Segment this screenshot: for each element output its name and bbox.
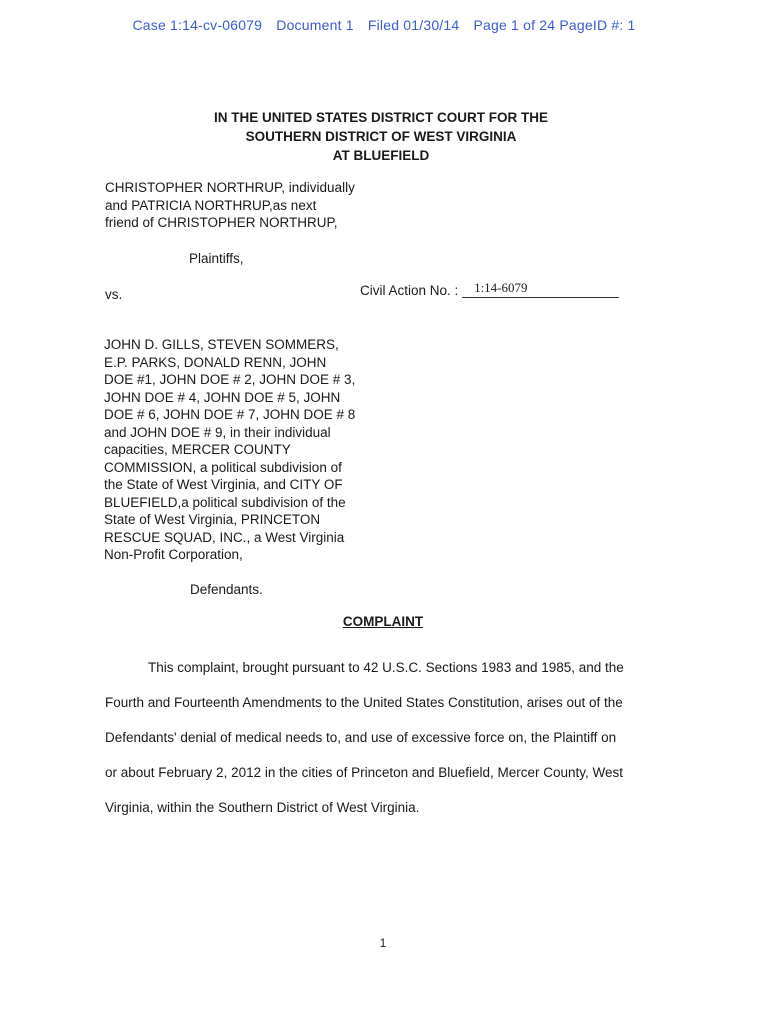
page-number: 1 (379, 936, 387, 950)
defendants-names (104, 336, 374, 564)
defendant-line: JOHN DOE # 4, JOHN DOE # 5, JOHN (104, 389, 341, 405)
filed-date: Filed 01/30/14 (367, 17, 460, 33)
plaintiff-line: friend of CHRISTOPHER NORTHRUP, (105, 215, 338, 230)
case-number: Case 1:14-cv-06079 (132, 17, 263, 33)
body-line: Defendants' denial of medical needs to, and use of excessive force on, the Plaintiff on (105, 730, 617, 745)
defendant-line: RESCUE SQUAD, INC., a West Virginia (104, 529, 345, 545)
plaintiffs-label: Plaintiffs, (189, 251, 244, 266)
plaintiff-line: CHRISTOPHER NORTHRUP, individually (105, 180, 355, 195)
body-line: Virginia, within the Southern District of West Virginia. (105, 800, 420, 815)
defendant-line: JOHN D. GILLS, STEVEN SOMMERS, (104, 337, 339, 352)
complaint-title: COMPLAINT (342, 614, 424, 629)
civil-action-label: Civil Action No. : (360, 283, 459, 298)
civil-action-value: 1:14-6079 (462, 279, 619, 298)
body-line-text: This complaint, brought pursuant to 42 U.S.C. Sections 1983 and 1985, and the (148, 660, 624, 675)
court-line-1: IN THE UNITED STATES DISTRICT COURT FOR THE (214, 110, 548, 125)
court-line-3: AT BLUEFIELD (332, 148, 430, 163)
defendant-line: and JOHN DOE # 9, in their individual (104, 424, 331, 440)
defendant-line: DOE # 6, JOHN DOE # 7, JOHN DOE # 8 (104, 407, 356, 422)
defendant-line: the State of West Virginia, and CITY OF (104, 477, 343, 492)
defendant-line: E.P. PARKS, DONALD RENN, JOHN (104, 354, 327, 370)
page-info: Page 1 of 24 PageID #: 1 (473, 17, 636, 33)
civil-action-number (360, 282, 619, 301)
body-line: or about February 2, 2012 in the cities of Princeton and Bluefield, Mercer County, West (105, 765, 624, 780)
plaintiffs-names (105, 179, 395, 232)
body-line: Fourth and Fourteenth Amendments to the United States Constitution, arises out of the (105, 695, 623, 710)
complaint-body-paragraph (105, 650, 657, 825)
defendants-label: Defendants. (190, 582, 263, 597)
defendant-line: DOE #1, JOHN DOE # 2, JOHN DOE # 3, (104, 372, 356, 387)
defendant-line: capacities, MERCER COUNTY (104, 442, 291, 457)
defendant-line: COMMISSION, a political subdivision of (104, 459, 342, 475)
defendant-line: Non-Profit Corporation, (104, 547, 243, 562)
defendant-line: State of West Virginia, PRINCETON (104, 512, 321, 527)
defendant-line: BLUEFIELD,a political subdivision of the (104, 494, 346, 510)
body-line (105, 650, 657, 685)
plaintiff-line: and PATRICIA NORTHRUP,as next (105, 197, 317, 213)
document-number: Document 1 (276, 17, 354, 33)
court-caption (0, 108, 762, 165)
court-line-2: SOUTHERN DISTRICT OF WEST VIRGINIA (245, 129, 517, 144)
versus-label: vs. (105, 287, 123, 302)
case-header-stamp (0, 17, 768, 33)
